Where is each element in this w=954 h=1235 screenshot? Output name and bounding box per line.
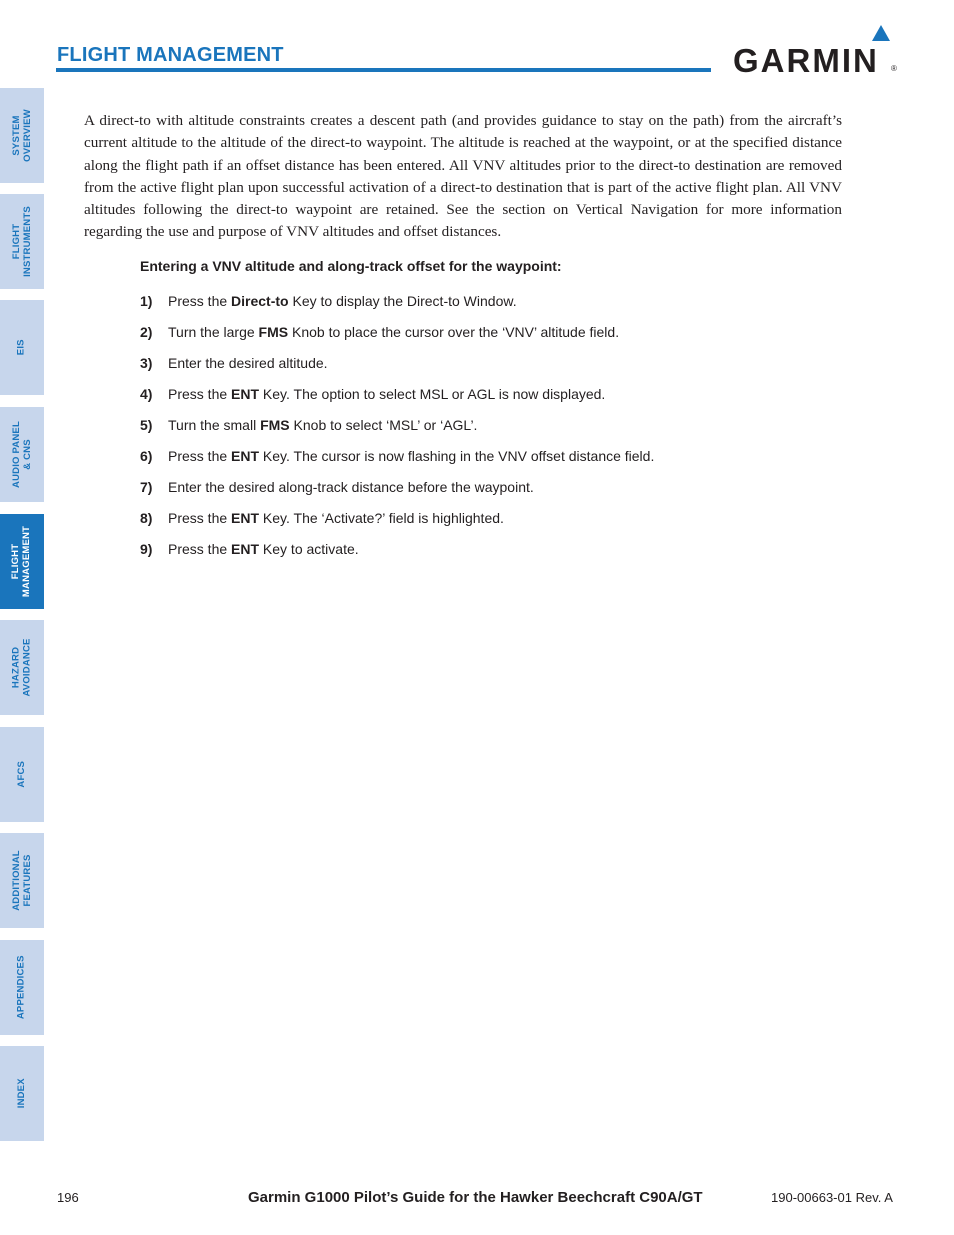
procedure-step [140, 445, 840, 476]
key-name: FMS [258, 324, 289, 340]
step-number: 9) [140, 541, 153, 557]
tab-label: HAZARD AVOIDANCE [10, 638, 33, 697]
garmin-logo [733, 24, 899, 79]
step-text: Turn the small FMS Knob to select ‘MSL’ or ‘AGL’. [168, 417, 478, 433]
header-rule [56, 68, 711, 72]
step-text: Press the ENT Key. The cursor is now flashing in the VNV offset distance field. [168, 448, 655, 464]
key-name: Direct-to [231, 293, 289, 309]
step-text: Enter the desired along-track distance before the waypoint. [168, 479, 534, 495]
garmin-triangle-icon [871, 24, 891, 42]
key-name: ENT [231, 510, 260, 526]
key-name: ENT [231, 448, 260, 464]
tab-label: APPENDICES [15, 955, 27, 1020]
step-number: 1) [140, 293, 153, 309]
step-number: 2) [140, 324, 153, 340]
procedure-step [140, 352, 840, 383]
document-number: 190-00663-01 Rev. A [771, 1190, 893, 1205]
step-number: 4) [140, 386, 153, 402]
procedure-step [140, 383, 840, 414]
tab-flight-instruments[interactable] [0, 194, 44, 289]
tab-label: AFCS [15, 761, 27, 788]
procedure-heading: Entering a VNV altitude and along-track offset for the waypoint: [140, 258, 562, 274]
procedure-step [140, 476, 840, 507]
procedure-step [140, 290, 840, 321]
tab-flight-management[interactable] [0, 514, 44, 609]
step-text: Press the ENT Key. The ‘Activate?’ field is highlighted. [168, 510, 504, 526]
step-text: Press the ENT Key. The option to select MSL or AGL is now displayed. [168, 386, 606, 402]
intro-paragraph: A direct-to with altitude constraints creates a descent path (and provides guidance to stay on the path) from the aircraft’s current altitude to the altitude of the direct-to waypoint. The altitude is reached at the waypoint, or at the specified distance along the flight path if an offset distance has been entered. All VNV altitudes prior to the direct-to destination are removed from the active flight plan upon successful activation of a direct-to destination that is part of the active flight plan. All VNV altitudes following the direct-to waypoint are retained. See the section on Vertical Navigation for more information regarding the use and purpose of VNV altitudes and offset distances. [84, 112, 842, 241]
tab-label: INDEX [15, 1078, 27, 1109]
tab-eis[interactable] [0, 300, 44, 395]
tab-label: SYSTEM OVERVIEW [10, 109, 33, 162]
procedure-steps [140, 290, 840, 569]
section-title: FLIGHT MANAGEMENT [57, 44, 284, 66]
step-number: 7) [140, 479, 153, 495]
step-text: Press the ENT Key to activate. [168, 541, 359, 557]
key-name: ENT [231, 386, 260, 402]
tab-label: ADDITIONAL FEATURES [10, 850, 33, 911]
procedure-step [140, 414, 840, 445]
step-number: 3) [140, 355, 153, 371]
step-number: 5) [140, 417, 153, 433]
tab-label: FLIGHT MANAGEMENT [10, 525, 33, 598]
tab-additional-features[interactable] [0, 833, 44, 928]
step-number: 6) [140, 448, 153, 464]
tab-label: FLIGHT INSTRUMENTS [10, 206, 32, 277]
tab-index[interactable] [0, 1046, 44, 1141]
step-text: Enter the desired altitude. [168, 355, 328, 371]
procedure-step [140, 538, 840, 569]
tab-system-overview[interactable] [0, 88, 44, 183]
tab-appendices[interactable] [0, 940, 44, 1035]
page-number: 196 [57, 1190, 79, 1205]
step-text: Turn the large FMS Knob to place the cursor over the ‘VNV’ altitude field. [168, 324, 620, 340]
logo-registered-mark: ® [891, 64, 897, 73]
step-number: 8) [140, 510, 153, 526]
tab-afcs[interactable] [0, 727, 44, 822]
procedure-step [140, 321, 840, 352]
key-name: ENT [231, 541, 260, 557]
key-name: FMS [260, 417, 290, 433]
step-text: Press the Direct-to Key to display the Direct-to Window. [168, 293, 517, 309]
footer-title: Garmin G1000 Pilot’s Guide for the Hawker Beechcraft C90A/GT [248, 1189, 703, 1206]
tab-audio-panel-cns[interactable] [0, 407, 44, 502]
logo-wordmark: GARMIN [733, 42, 879, 79]
tab-hazard-avoidance[interactable] [0, 620, 44, 715]
section-tabs [0, 0, 45, 1235]
tab-label: AUDIO PANEL & CNS [10, 421, 33, 488]
procedure-step [140, 507, 840, 538]
tab-label: EIS [15, 339, 27, 356]
